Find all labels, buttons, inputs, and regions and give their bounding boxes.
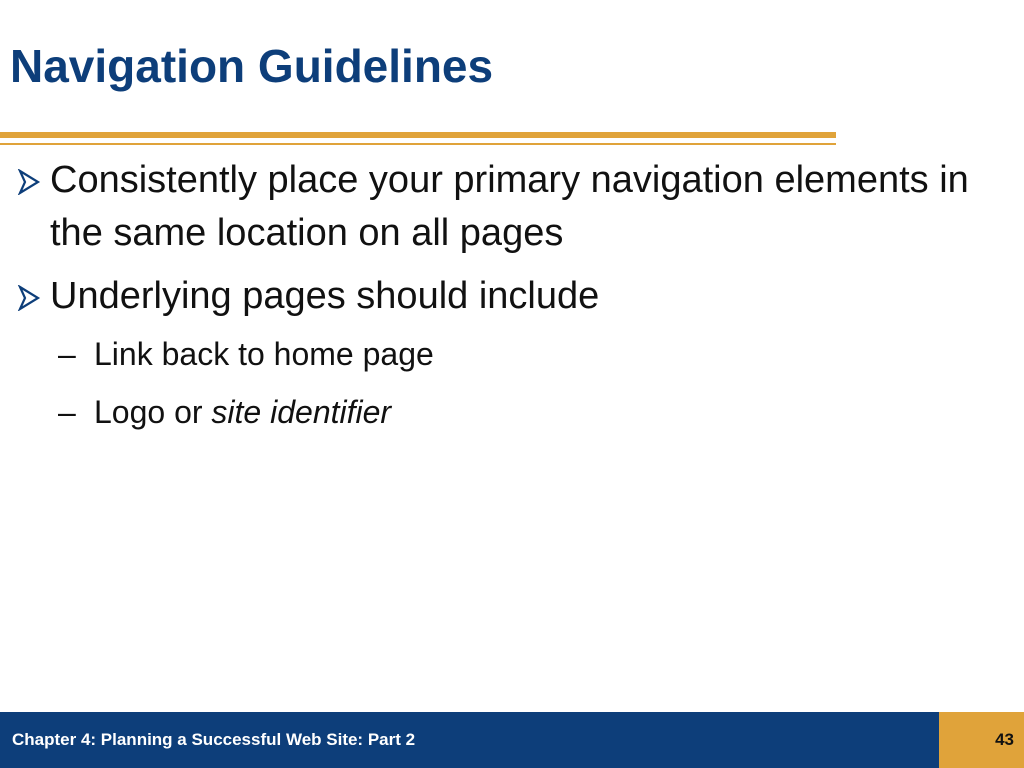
title-underline-thin — [0, 143, 836, 145]
page-number-box — [939, 712, 1024, 768]
bullet-item — [14, 270, 974, 323]
dash-marker: – — [58, 394, 76, 430]
sub-bullet-text: Link back to home page — [94, 336, 434, 372]
sub-bullet-item — [14, 333, 974, 375]
arrow-bullet-icon — [16, 169, 42, 195]
footer-chapter-title: Chapter 4: Planning a Successful Web Site: Part 2 — [12, 730, 416, 749]
slide-title: Navigation Guidelines — [10, 40, 494, 92]
sub-bullet-text-plain: Logo or — [94, 394, 212, 430]
bullet-text: Underlying pages should include — [50, 275, 600, 317]
title-underline-thick — [0, 132, 836, 138]
slide-content — [14, 154, 974, 449]
page-number: 43 — [995, 730, 1014, 749]
bullet-item — [14, 154, 974, 260]
slide-footer — [0, 712, 1024, 768]
sub-bullet-text-italic: site identifier — [211, 394, 392, 430]
dash-marker: – — [58, 336, 76, 372]
sub-bullet-item — [14, 391, 974, 433]
arrow-bullet-icon — [16, 285, 42, 311]
bullet-text: Consistently place your primary navigation elements in the same location on all pages — [50, 159, 969, 254]
